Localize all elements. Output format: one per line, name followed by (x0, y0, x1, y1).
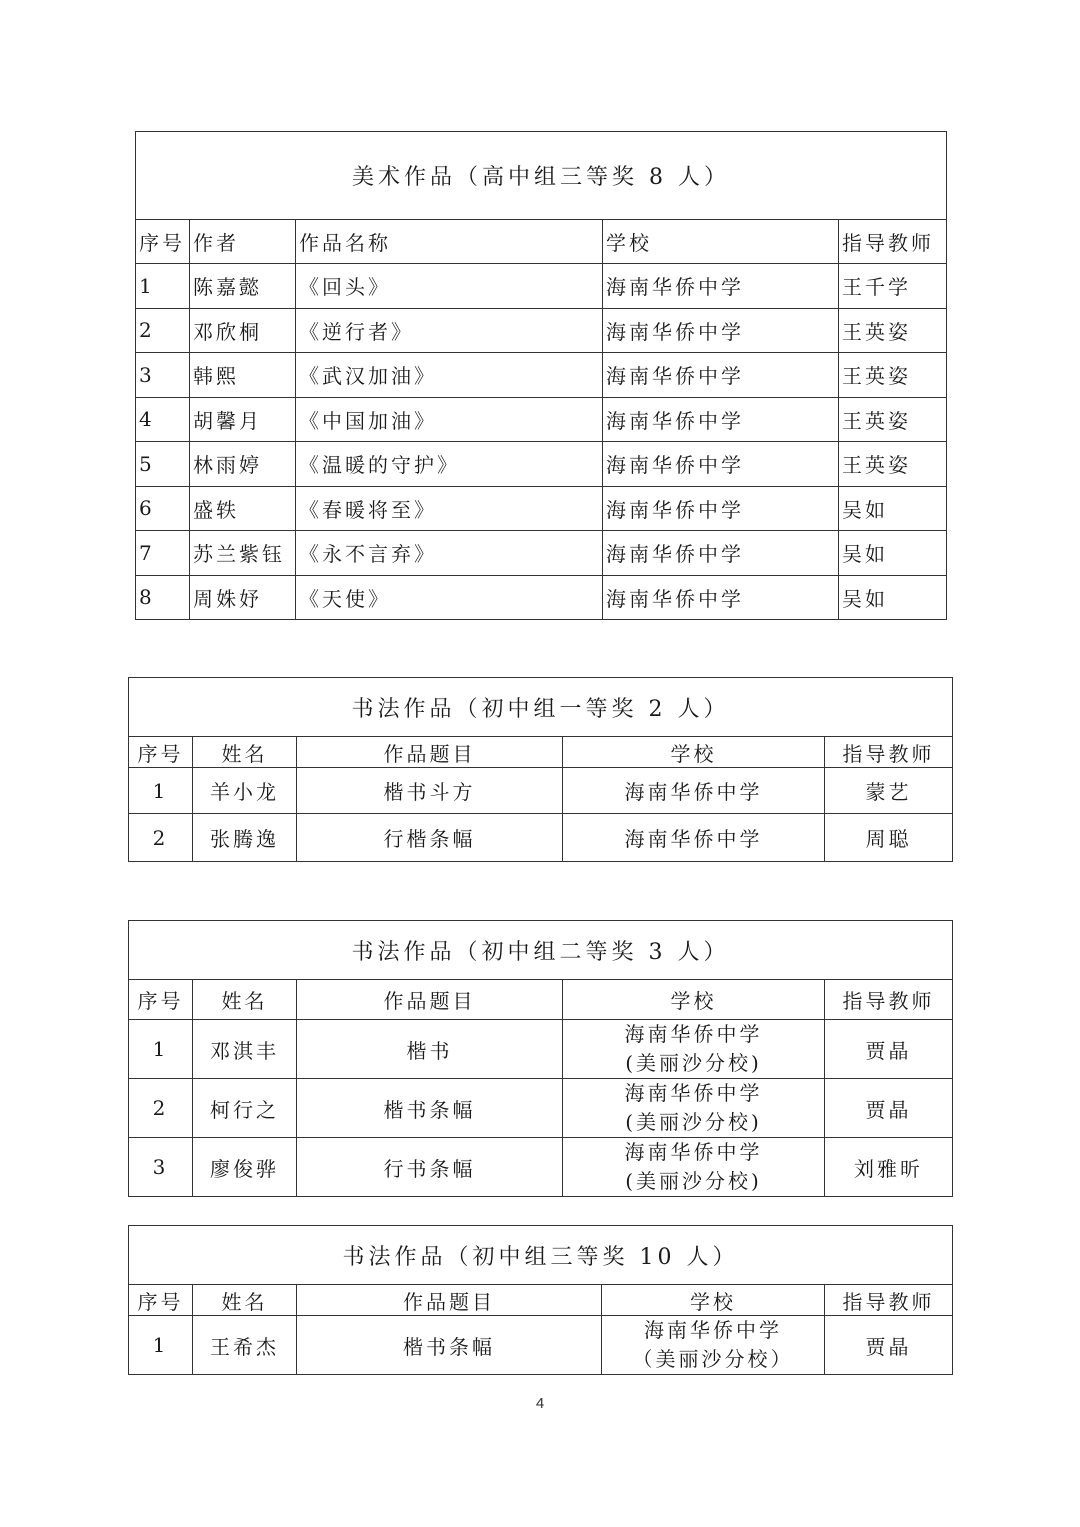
cell-work: 《春暖将至》 (296, 486, 603, 531)
header-cell: 学校 (602, 1285, 825, 1316)
cell-school: 海南华侨中学 (603, 397, 839, 442)
cell-teacher: 贾晶 (825, 1079, 953, 1138)
cell-index: 7 (136, 531, 190, 576)
table-row (136, 264, 947, 309)
school-name: 海南华侨中学 (644, 1318, 782, 1342)
cell-index: 6 (136, 486, 190, 531)
header-cell: 序号 (129, 737, 193, 768)
header-cell: 序号 (129, 1285, 193, 1316)
cell-work: 《回头》 (296, 264, 603, 309)
cell-author: 邓欣桐 (190, 308, 296, 353)
cell-name: 王希杰 (193, 1316, 297, 1375)
cell-name: 廖俊骅 (193, 1138, 297, 1197)
cell-school: 海南华侨中学 (603, 264, 839, 309)
cell-index: 8 (136, 575, 190, 620)
cell-school: 海南华侨中学 (563, 768, 825, 814)
cell-author: 胡馨月 (190, 397, 296, 442)
cell-index: 1 (129, 1316, 193, 1375)
table-title: 书法作品（初中组三等奖 10 人） (129, 1226, 953, 1285)
cell-work: 《天使》 (296, 575, 603, 620)
cell-index: 2 (129, 1079, 193, 1138)
header-cell: 作者 (190, 220, 296, 264)
table-title: 书法作品（初中组二等奖 3 人） (129, 921, 953, 980)
cell-work: 《永不言弃》 (296, 531, 603, 576)
school-branch: （美丽沙分校） (632, 1347, 794, 1371)
cell-index: 4 (136, 397, 190, 442)
cell-work: 《温暖的守护》 (296, 442, 603, 487)
table-title: 书法作品（初中组一等奖 2 人） (129, 678, 953, 737)
cell-index: 3 (129, 1138, 193, 1197)
cell-author: 林雨婷 (190, 442, 296, 487)
school-branch: (美丽沙分校) (625, 1051, 762, 1075)
cell-author: 苏兰紫钰 (190, 531, 296, 576)
header-cell: 学校 (563, 737, 825, 768)
calligraphy-third-prize-table (128, 1225, 953, 1375)
cell-school (563, 1079, 825, 1138)
header-cell: 序号 (129, 980, 193, 1020)
header-cell: 作品题目 (297, 737, 563, 768)
cell-school: 海南华侨中学 (563, 814, 825, 862)
header-cell: 姓名 (193, 1285, 297, 1316)
cell-teacher: 吴如 (839, 486, 947, 531)
cell-work: 行书条幅 (297, 1138, 563, 1197)
school-branch: (美丽沙分校) (625, 1110, 762, 1134)
table-row (136, 353, 947, 398)
table-row (136, 308, 947, 353)
cell-author: 盛轶 (190, 486, 296, 531)
table-row (129, 1316, 953, 1375)
cell-school (602, 1316, 825, 1375)
art-awards-table (135, 131, 947, 620)
cell-school: 海南华侨中学 (603, 575, 839, 620)
header-cell: 指导教师 (825, 980, 953, 1020)
header-cell: 指导教师 (825, 1285, 953, 1316)
cell-author: 陈嘉懿 (190, 264, 296, 309)
calligraphy-first-prize-table (128, 677, 953, 862)
cell-index: 1 (129, 768, 193, 814)
table-row (136, 531, 947, 576)
school-name: 海南华侨中学 (624, 1081, 763, 1105)
header-cell: 序号 (136, 220, 190, 264)
cell-teacher: 王英姿 (839, 442, 947, 487)
school-branch: (美丽沙分校) (625, 1169, 762, 1193)
cell-index: 1 (129, 1020, 193, 1079)
cell-author: 周姝妤 (190, 575, 296, 620)
cell-name: 邓淇丰 (193, 1020, 297, 1079)
table-row (136, 486, 947, 531)
table-row (136, 575, 947, 620)
cell-name: 张腾逸 (193, 814, 297, 862)
cell-teacher: 吴如 (839, 531, 947, 576)
cell-teacher: 周聪 (825, 814, 953, 862)
calligraphy-second-prize-table (128, 920, 953, 1197)
cell-name: 柯行之 (193, 1079, 297, 1138)
header-cell: 学校 (603, 220, 839, 264)
cell-school: 海南华侨中学 (603, 531, 839, 576)
cell-index: 3 (136, 353, 190, 398)
cell-work: 楷书 (297, 1020, 563, 1079)
table-row (129, 1138, 953, 1197)
cell-work: 《武汉加油》 (296, 353, 603, 398)
cell-index: 2 (136, 308, 190, 353)
cell-school: 海南华侨中学 (603, 308, 839, 353)
table-row (136, 442, 947, 487)
cell-work: 楷书条幅 (297, 1316, 602, 1375)
school-name: 海南华侨中学 (624, 1022, 763, 1046)
cell-school: 海南华侨中学 (603, 442, 839, 487)
table-row (129, 814, 953, 862)
header-cell: 指导教师 (825, 737, 953, 768)
cell-teacher: 吴如 (839, 575, 947, 620)
cell-school: 海南华侨中学 (603, 486, 839, 531)
header-cell: 作品题目 (297, 1285, 602, 1316)
cell-work: 《逆行者》 (296, 308, 603, 353)
cell-teacher: 刘雅昕 (825, 1138, 953, 1197)
header-cell: 姓名 (193, 980, 297, 1020)
table-row (129, 1020, 953, 1079)
table-title: 美术作品（高中组三等奖 8 人） (136, 132, 947, 220)
page-number: 4 (535, 1395, 545, 1412)
cell-index: 1 (136, 264, 190, 309)
cell-school (563, 1020, 825, 1079)
cell-work: 楷书条幅 (297, 1079, 563, 1138)
cell-index: 5 (136, 442, 190, 487)
cell-teacher: 王英姿 (839, 308, 947, 353)
cell-index: 2 (129, 814, 193, 862)
cell-teacher: 贾晶 (825, 1316, 953, 1375)
header-cell: 作品名称 (296, 220, 603, 264)
table-row (136, 397, 947, 442)
cell-school: 海南华侨中学 (603, 353, 839, 398)
cell-author: 韩熙 (190, 353, 296, 398)
cell-teacher: 蒙艺 (825, 768, 953, 814)
table-row (129, 768, 953, 814)
header-cell: 作品题目 (297, 980, 563, 1020)
cell-teacher: 贾晶 (825, 1020, 953, 1079)
cell-teacher: 王千学 (839, 264, 947, 309)
cell-work: 楷书斗方 (297, 768, 563, 814)
header-cell: 学校 (563, 980, 825, 1020)
cell-work: 《中国加油》 (296, 397, 603, 442)
cell-teacher: 王英姿 (839, 397, 947, 442)
header-cell: 指导教师 (839, 220, 947, 264)
cell-teacher: 王英姿 (839, 353, 947, 398)
table-row (129, 1079, 953, 1138)
school-name: 海南华侨中学 (624, 1140, 763, 1164)
cell-name: 羊小龙 (193, 768, 297, 814)
cell-work: 行楷条幅 (297, 814, 563, 862)
header-cell: 姓名 (193, 737, 297, 768)
cell-school (563, 1138, 825, 1197)
